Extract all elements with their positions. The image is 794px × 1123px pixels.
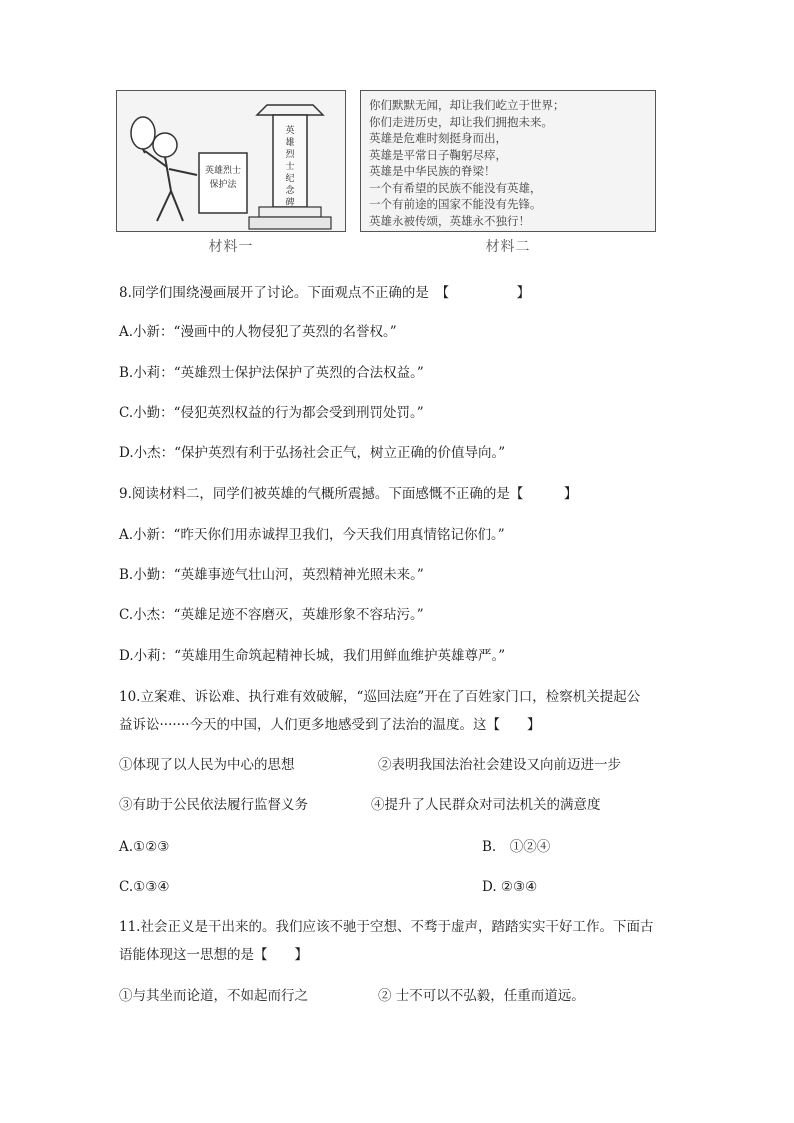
q9-option-a: A.小新：“昨天你们用赤诚捍卫我们，今天我们用真情铭记你们。” xyxy=(119,527,505,543)
q8-option-a: A.小新：“漫画中的人物侵犯了英烈的名誉权。” xyxy=(119,324,397,340)
q9-option-d: D.小莉：“英雄用生命筑起精神长城，我们用鲜血维护英雄尊严。” xyxy=(119,648,506,664)
q10-statement-3: ③有助于公民依法履行监督义务 xyxy=(119,797,308,813)
q9-stem: 9.阅读材料二，同学们被英雄的气概所震撼。下面感慨不正确的是【 】 xyxy=(119,486,578,502)
q8-option-b: B.小莉：“英雄烈士保护法保护了英烈的合法权益。” xyxy=(119,365,424,381)
q11-stem-line1: 11.社会正义是干出来的。我们应该不驰于空想、不骛于虚声，踏踏实实干好工作。下面古 xyxy=(119,919,654,935)
q10-stem-line1: 10.立案难、诉讼难、执行难有效破解，“巡回法庭”开在了百姓家门口，检察机关提起公 xyxy=(119,689,641,705)
q10-option-a: A.①②③ xyxy=(119,839,170,855)
q10-option-c: C.①③④ xyxy=(119,879,170,895)
svg-text:念: 念 xyxy=(285,186,295,196)
svg-text:碑: 碑 xyxy=(285,198,295,208)
q10-option-d: D. ②③④ xyxy=(482,879,538,895)
poem-line: 一个有前途的国家不能没有先锋。 xyxy=(369,197,542,211)
fan-sign xyxy=(131,117,155,149)
svg-text:士: 士 xyxy=(285,162,295,172)
poem-line: 英雄是中华民族的脊梁！ xyxy=(369,164,496,178)
q10-stem-line2: 益诉讼·······今天的中国，人们更多地感受到了法治的温度。这【 】 xyxy=(119,717,541,733)
poem-line: 英雄是危难时刻挺身而出， xyxy=(369,131,507,145)
q10-statement-2: ②表明我国法治社会建设又向前迈进一步 xyxy=(378,757,621,773)
poem-frame xyxy=(360,90,656,232)
cartoon-frame xyxy=(116,90,346,232)
svg-text:雄: 雄 xyxy=(285,138,295,148)
monument-base xyxy=(259,207,321,217)
q8-stem: 8.同学们围绕漫画展开了讨论。下面观点不正确的是 【 】 xyxy=(119,285,531,301)
person-body xyxy=(165,157,171,191)
material-one-caption: 材料一 xyxy=(208,239,254,255)
svg-text:保护法: 保护法 xyxy=(209,180,237,190)
material-two-poem xyxy=(360,90,656,256)
q10-statement-1: ①体现了以人民为中心的思想 xyxy=(119,757,295,773)
monument-steps xyxy=(249,217,331,229)
poem-line: 一个有希望的民族不能没有英雄， xyxy=(369,180,542,195)
material-two-caption: 材料二 xyxy=(485,239,531,255)
poem-line: 英雄是平常日子鞠躬尽瘁， xyxy=(369,147,507,162)
q9-option-b: B.小勤：“英雄事迹气壮山河，英烈精神光照未来。” xyxy=(119,567,424,583)
monument-roof xyxy=(257,105,323,115)
q11-statement-1: ①与其坐而论道，不如起而行之 xyxy=(119,988,308,1004)
q11-statement-2: ② 士不可以不弘毅，任重而道远。 xyxy=(378,988,585,1004)
q10-statement-4: ④提升了人民群众对司法机关的满意度 xyxy=(371,797,601,813)
poem-line: 英雄永被传颂，英雄永不独行！ xyxy=(369,213,530,228)
svg-text:英雄烈士: 英雄烈士 xyxy=(204,166,242,176)
q8-option-d: D.小杰：“保护英烈有利于弘扬社会正气，树立正确的价值导向。” xyxy=(119,445,506,461)
svg-text:烈: 烈 xyxy=(285,150,295,160)
person-head xyxy=(153,133,177,157)
q11-stem-line2: 语能体现这一思想的是【 】 xyxy=(119,947,308,963)
material-one-cartoon xyxy=(116,90,346,256)
poem-line: 你们走进历史，却让我们拥抱未来。 xyxy=(369,114,553,129)
svg-text:纪: 纪 xyxy=(285,174,295,184)
q10-option-b: B. ①②④ xyxy=(482,839,551,855)
poem-text xyxy=(369,97,649,229)
poem-line: 你们默默无闻，却让我们屹立于世界； xyxy=(369,98,565,112)
q8-option-c: C.小勤：“侵犯英烈权益的行为都会受到刑罚处罚。” xyxy=(119,405,424,421)
monument-char: 英 xyxy=(285,126,295,136)
cartoon-illustration xyxy=(117,91,347,231)
q9-option-c: C.小杰：“英雄足迹不容磨灭，英雄形象不容玷污。” xyxy=(119,607,424,623)
